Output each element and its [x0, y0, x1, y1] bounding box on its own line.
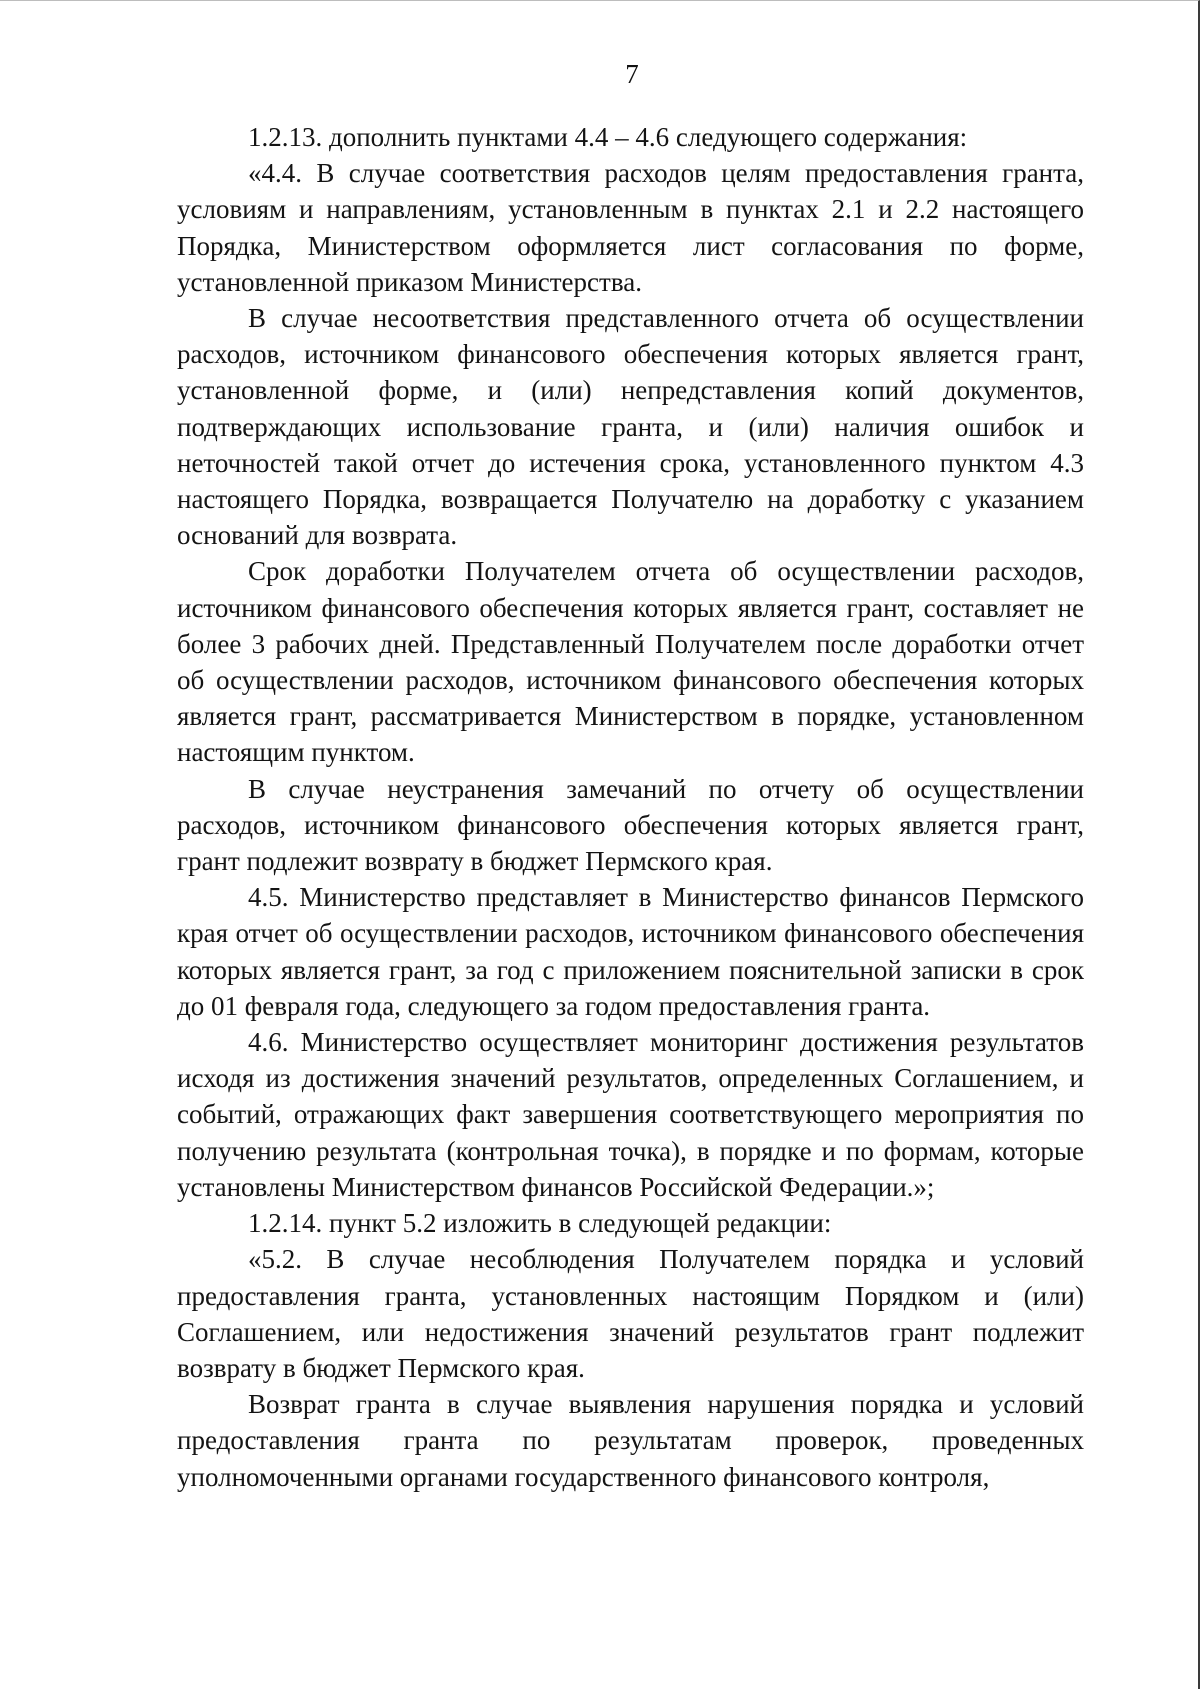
document-body	[177, 119, 1084, 1495]
paragraph-nonconformity: В случае несоответствия представленного отчета об осуществлении расходов, источником финансового обеспечения которых является грант, установленной форме, и (или) непредставления копий документов, подтверждающих использование гранта, и (или) наличия ошибок и неточностей такой отчет до истечения срока, установленного пунктом 4.3 настоящего Порядка, возвращается Получателю на доработку с указанием оснований для возврата.	[177, 303, 1084, 551]
paragraph-return-violation: Возврат гранта в случае выявления нарушения порядка и условий предоставления гранта по результатам проверок, проведенных уполномоченными органами государственного финансового контроля,	[177, 1389, 1084, 1492]
paragraph-grant-return: В случае неустранения замечаний по отчету об осуществлении расходов, источником финансового обеспечения которых является грант, грант подлежит возврату в бюджет Пермского края.	[177, 773, 1084, 877]
paragraph-revision-deadline: Срок доработки Получателем отчета об осуществлении расходов, источником финансового обеспечения которых является грант, составляет не более 3 рабочих дней. Представленный Получателем после доработки отчет об осуществлении расходов, источником финансового обеспечения которых является грант, рассматривается Министерством в порядке, установленном настоящим пунктом.	[177, 556, 1084, 768]
paragraph-4-6: 4.6. Министерство осуществляет мониторинг достижения результатов исходя из достижения значений результатов, определенных Соглашением, и событий, отражающих факт завершения соответствующего мероприятия по получению результата (контрольная точка), в порядке и по формам, которые установлены Министерством финансов Российской Федерации.»;	[177, 1027, 1084, 1202]
paragraph-1-2-13: 1.2.13. дополнить пунктами 4.4 – 4.6 следующего содержания:	[248, 122, 968, 152]
paragraph-1-2-14: 1.2.14. пункт 5.2 изложить в следующей редакции:	[248, 1208, 832, 1239]
paragraph-5-2: «5.2. В случае несоблюдения Получателем порядка и условий предоставления гранта, установленных настоящим Порядком и (или) Соглашением, или недостижения значений результатов грант подлежит возврату в бюджет Пермского края.	[177, 1244, 1084, 1383]
paragraph-4-4: «4.4. В случае соответствия расходов целям предоставления гранта, условиям и направлениям, установленным в пунктах 2.1 и 2.2 настоящего Порядка, Министерством оформляется лист согласования по форме, установленной приказом Министерства.	[177, 158, 1084, 297]
page-number: 7	[625, 59, 639, 89]
paragraph-4-5: 4.5. Министерство представляет в Министерство финансов Пермского края отчет об осуществлении расходов, источником финансового обеспечения которых является грант, за год с приложением пояснительной записки в срок до 01 февраля года, следующего за годом предоставления гранта.	[177, 882, 1084, 1021]
